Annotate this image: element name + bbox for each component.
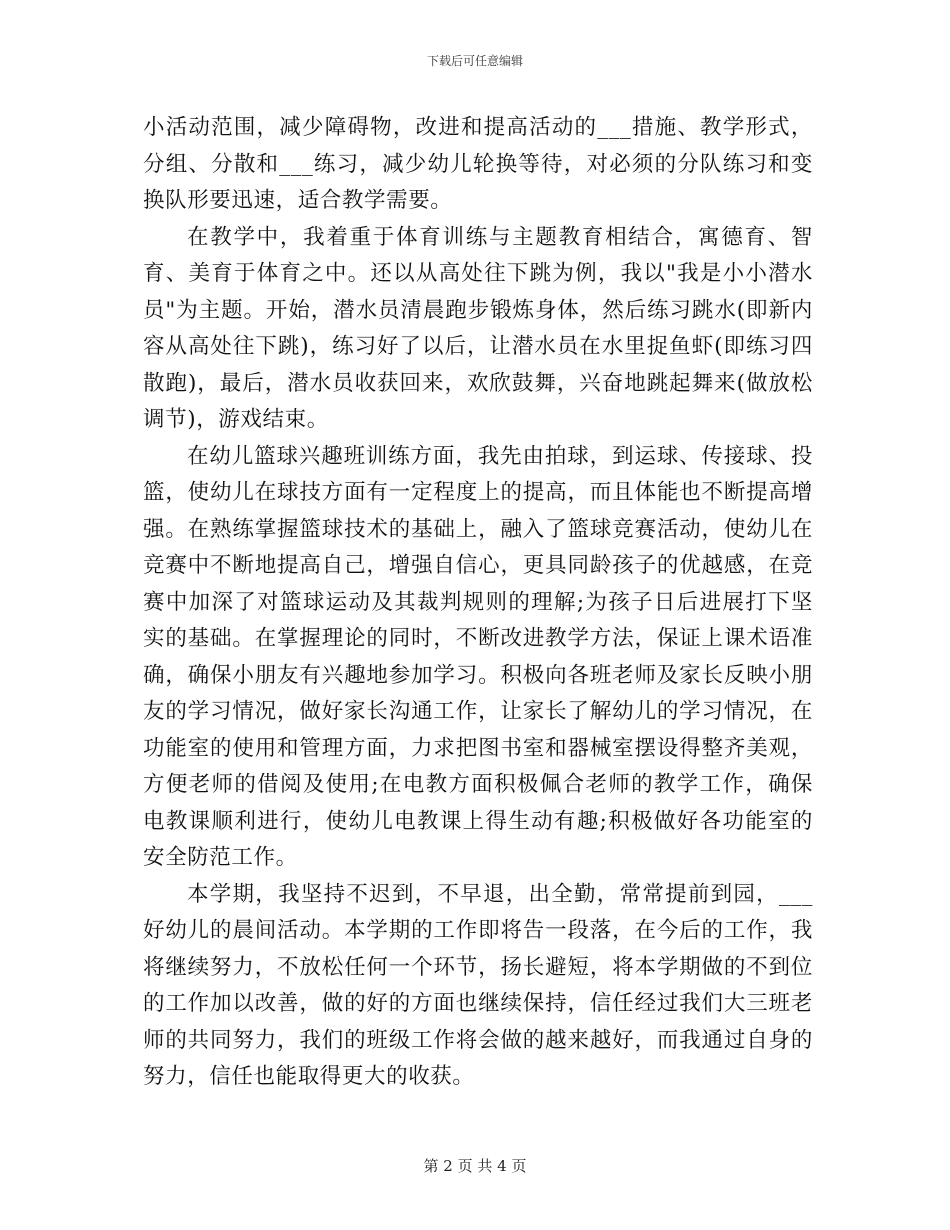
page-header: 下载后可任意编辑 (426, 54, 523, 68)
document-body (143, 110, 813, 1096)
paragraph-4: 本学期，我坚持不迟到，不早退，出全勤，常常提前到园，___好幼儿的晨间活动。本学期的工作即将告一段落，在今后的工作，我将继续努力，不放松任何一个环节，扬长避短，将本学期做的不到位的工作加以改善，做的好的方面也继续保持，信任经过我们大三班老师的共同努力，我们的班级工作将会做的越来越好，而我通过自身的努力，信任也能取得更大的收获。 (143, 881, 813, 1089)
page-number-footer: 第 2 页 共 4 页 (423, 1157, 527, 1175)
paragraph-2: 在教学中，我着重于体育训练与主题教育相结合，寓德育、智育、美育于体育之中。还以从高处往下跳为例，我以"我是小小潜水员"为主题。开始，潜水员清晨跑步锻炼身体，然后练习跳水(即新内容从高处往下跳)，练习好了以后，让潜水员在水里捉鱼虾(即练习四散跑)，最后，潜水员收获回来，欢欣鼓舞，兴奋地跳起舞来(做放松调节)，游戏结束。 (143, 224, 813, 432)
paragraph-3: 在幼儿篮球兴趣班训练方面，我先由拍球，到运球、传接球、投篮，使幼儿在球技方面有一定程度上的提高，而且体能也不断提高增强。在熟练掌握篮球技术的基础上，融入了篮球竞赛活动，使幼儿在竞赛中不断地提高自己，增强自信心，更具同龄孩子的优越感，在竞赛中加深了对篮球运动及其裁判规则的理解;为孩子日后进展打下坚实的基础。在掌握理论的同时，不断改进教学方法，保证上课术语准确，确保小朋友有兴趣地参加学习。积极向各班老师及家长反映小朋友的学习情况，做好家长沟通工作，让家长了解幼儿的学习情况，在功能室的使用和管理方面，力求把图书室和器械室摆设得整齐美观，方便老师的借阅及使用;在电教方面积极佩合老师的教学工作，确保电教课顺利进行，使幼儿电教课上得生动有趣;积极做好各功能室的安全防范工作。 (143, 443, 813, 870)
paragraph-1: 小活动范围，减少障碍物，改进和提高活动的___措施、教学形式，分组、分散和___练习，减少幼儿轮换等待，对必须的分队练习和变换队形要迅速，适合教学需要。 (143, 115, 813, 213)
